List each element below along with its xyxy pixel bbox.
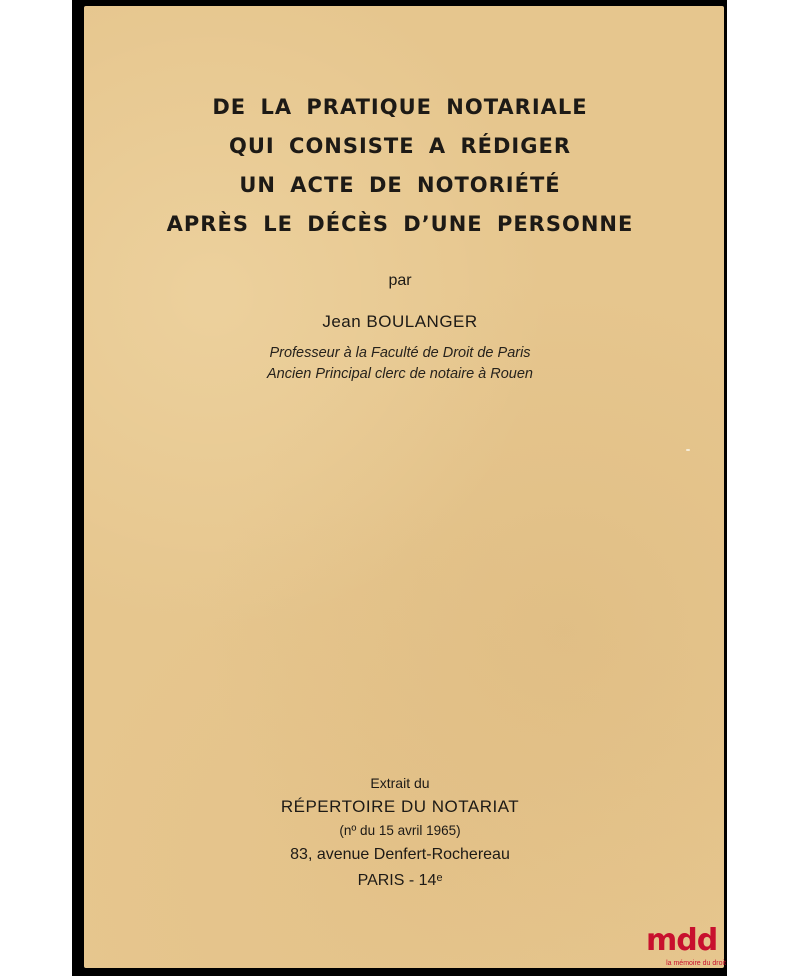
book-title: [0, 88, 800, 244]
title-line-2: QUI CONSISTE A RÉDIGER: [229, 134, 571, 158]
paper-speck: [686, 449, 690, 451]
imprint-publication: RÉPERTOIRE DU NOTARIAT: [280, 797, 520, 816]
logo-tagline: la mémoire du droit: [666, 960, 726, 967]
author-affiliation: [0, 343, 800, 385]
imprint-extract: Extrait du: [370, 775, 430, 791]
imprint-city: PARIS - 14ᵉ: [357, 872, 443, 889]
author-name: Jean BOULANGER: [322, 312, 478, 331]
imprint-address: 83, avenue Denfert-Rochereau: [290, 846, 510, 863]
title-line-4: APRÈS LE DÉCÈS D’UNE PERSONNE: [166, 212, 634, 236]
imprint-issue: (nº du 15 avril 1965): [339, 823, 461, 838]
title-line-1: DE LA PRATIQUE NOTARIALE: [212, 95, 588, 119]
affiliation-line-2: Ancien Principal clerc de notaire à Rouen: [267, 366, 533, 382]
title-line-3: UN ACTE DE NOTORIÉTÉ: [239, 173, 561, 197]
mdd-watermark-logo: [646, 924, 726, 974]
affiliation-line-1: Professeur à la Faculté de Droit de Paris: [269, 345, 531, 361]
publisher-imprint: [0, 772, 800, 894]
logo-letters: mdd: [646, 923, 718, 958]
by-label: par: [388, 272, 412, 289]
